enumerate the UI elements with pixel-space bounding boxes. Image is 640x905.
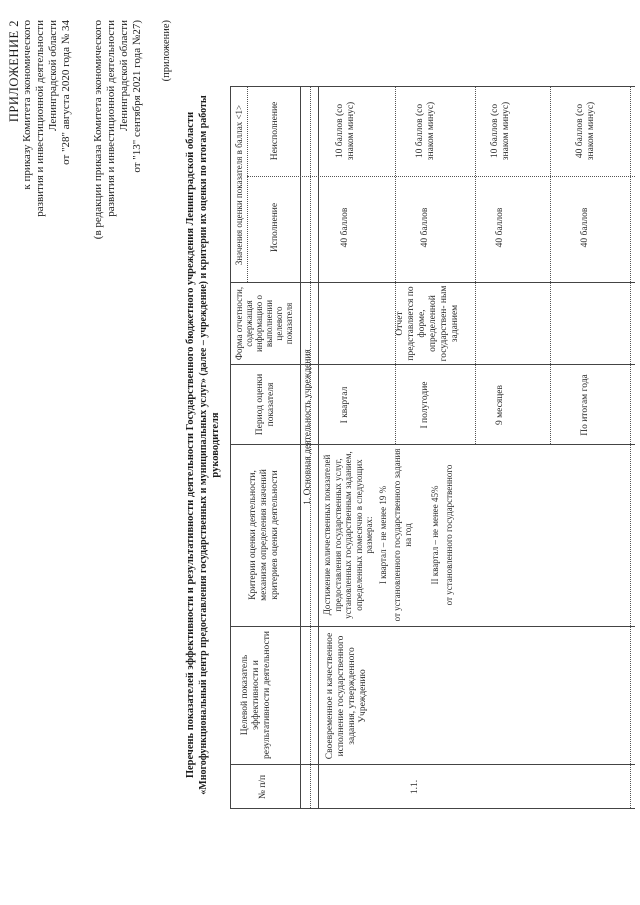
period-q1: I квартал [340,386,350,424]
title-line: руководителя [210,412,221,478]
header-values-group: Значения оценки показателя в баллах <1> [234,104,244,266]
exec-value: 40 баллов [580,207,590,248]
exec-value: 40 баллов [420,207,430,248]
period-h1: I полугодие [420,381,430,429]
title-line: Перечень показателей эффективности и результативности деятельности Государственного бюджетного учреждения Ленинградской области [185,111,196,779]
header-non-execution: Неисполнение [270,101,280,161]
exec-value: 40 баллов [340,207,350,248]
header-indicator: Целевой показатель эффективности и результативности деятельности [240,631,272,759]
criteria-main: Достижение количественных показателей предоставления государственных услуг, установленных государственным заданием, определенных помесячно в следующих размерах: [322,451,374,619]
header-execution: Исполнение [270,202,280,253]
title-line: «Многофункциональный центр предоставления государственных и муниципальных услуг» (далее – учреждение) и критерии их оценки по итогам работы [197,95,209,795]
amend-line: развития и инвестиционной деятельности [105,20,117,217]
order-line: к приказу Комитета экономического [21,20,33,190]
header-num: № п/п [258,774,268,800]
order-line: Ленинградской области [47,20,59,131]
exec-value: 40 баллов [495,207,505,248]
amend-line: (в редакции приказа Комитета экономического [92,20,104,240]
amend-line: Ленинградской области [118,20,130,131]
section-title: 1. Основная деятельность учреждения [303,349,313,505]
header-report-form: Форма отчетности, содержащая информацию о выполнении целевого показателя [234,286,294,361]
header-criteria: Критерии оценки деятельности, механизм определения значений критериев оценки деятельности [248,469,280,601]
amend-line: от "13" сентября 2021 года №27) [131,20,143,173]
appendix-note: (приложение) [161,20,172,82]
appendix-title: ПРИЛОЖЕНИЕ 2 [7,20,21,123]
nonexec-value: 10 баллов (со знаком минус) [335,101,356,161]
criteria-q1-detail: от установленного государственного задания на год [392,448,413,622]
period-year: По итогам года [580,374,590,436]
nonexec-value: 10 баллов (со знаком минус) [415,101,436,161]
criteria-q2-detail: от установленного государственного [444,464,454,606]
row-num: 1.1. [410,779,420,795]
nonexec-value: 10 баллов (со знаком минус) [490,101,511,161]
header-period: Период оценки показателя [255,373,276,436]
row-indicator: Своевременное и качественное исполнение государственного задания, утвержденного Учреждению [325,632,368,760]
nonexec-value: 40 баллов (со знаком минус) [575,101,596,161]
order-line: развития и инвестиционной деятельности [34,20,46,217]
row-report-form: Отчет представляется по форме, определенной государствен- ным заданием [395,285,460,362]
criteria-q2: II квартал – не менее 45% [430,485,440,585]
order-line: от "28" августа 2020 года № 34 [60,20,72,165]
period-9m: 9 месяцев [495,385,505,425]
criteria-q1: I квартал – не менее 19 % [378,485,388,585]
